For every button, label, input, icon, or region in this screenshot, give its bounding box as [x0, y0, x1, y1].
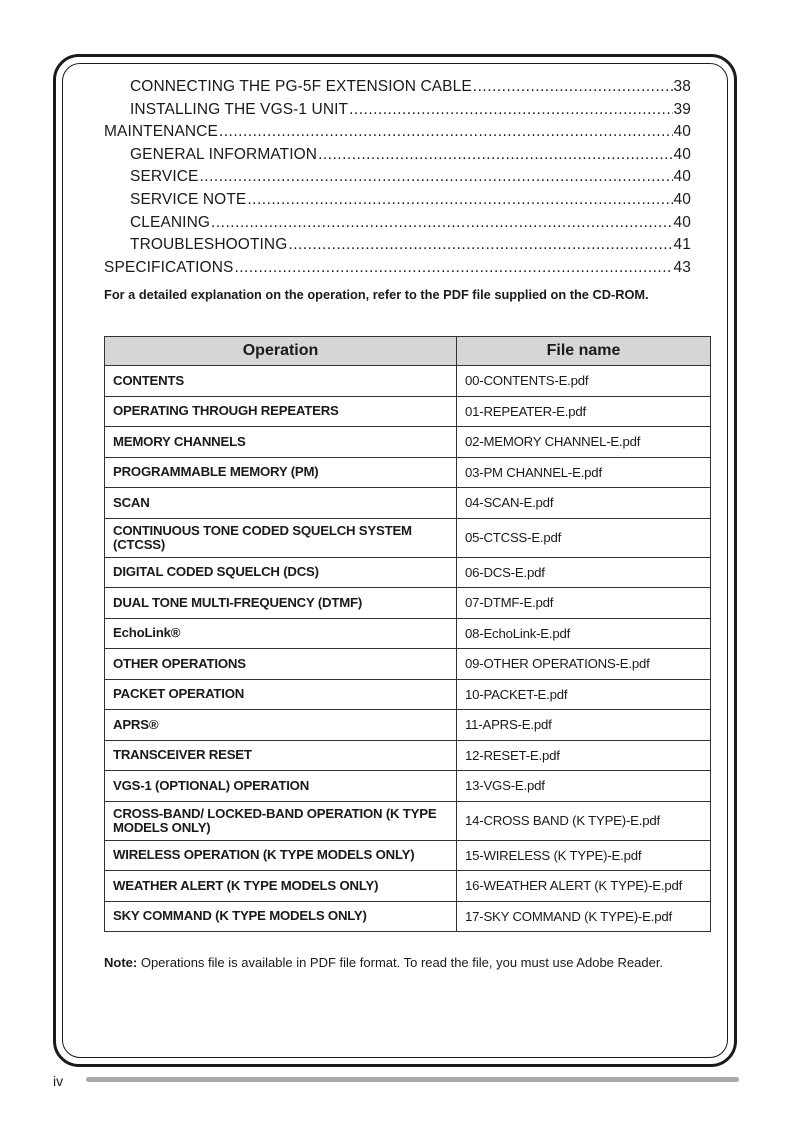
note-paragraph	[104, 956, 710, 971]
table-header-row	[105, 337, 711, 366]
file-name-cell: 07-DTMF-E.pdf	[457, 588, 711, 619]
file-name-cell: 01-REPEATER-E.pdf	[457, 396, 711, 427]
toc-entry-page: 40	[673, 168, 691, 186]
toc-entry[interactable]	[104, 191, 691, 214]
table-row	[105, 396, 711, 427]
toc-entry-label: CLEANING	[130, 213, 211, 231]
operation-cell: WEATHER ALERT (K TYPE MODELS ONLY)	[105, 871, 457, 902]
toc-entry-page: 43	[673, 258, 691, 276]
operation-cell: EchoLink®	[105, 618, 457, 649]
file-name-cell: 17-SKY COMMAND (K TYPE)-E.pdf	[457, 901, 711, 932]
toc-leader-dots	[199, 168, 672, 186]
file-name-cell: 02-MEMORY CHANNEL-E.pdf	[457, 427, 711, 458]
table-row	[105, 457, 711, 488]
table-row	[105, 649, 711, 680]
table-row	[105, 871, 711, 902]
table-row	[105, 710, 711, 741]
toc-entry-page: 41	[673, 236, 691, 254]
toc-entry-label: INSTALLING THE VGS-1 UNIT	[130, 100, 349, 118]
toc-entry-label: MAINTENANCE	[104, 123, 218, 141]
page-number: iv	[53, 1073, 64, 1089]
operation-cell: DIGITAL CODED SQUELCH (DCS)	[105, 557, 457, 588]
operation-cell: WIRELESS OPERATION (K TYPE MODELS ONLY)	[105, 840, 457, 871]
table-row	[105, 801, 711, 840]
toc-entry-label: SERVICE NOTE	[130, 190, 247, 208]
operations-table	[104, 336, 711, 932]
table-of-contents	[104, 78, 691, 281]
operation-cell: PACKET OPERATION	[105, 679, 457, 710]
toc-entry-label: GENERAL INFORMATION	[130, 145, 318, 163]
operation-cell: OTHER OPERATIONS	[105, 649, 457, 680]
operation-cell: CONTINUOUS TONE CODED SQUELCH SYSTEM (CTCSS)	[105, 518, 457, 557]
file-name-cell: 00-CONTENTS-E.pdf	[457, 366, 711, 397]
table-row	[105, 618, 711, 649]
toc-entry[interactable]	[104, 259, 691, 282]
column-header-file-name: File name	[457, 337, 711, 366]
toc-entry[interactable]	[104, 236, 691, 259]
operation-cell: CROSS-BAND/ LOCKED-BAND OPERATION (K TYPE MODELS ONLY)	[105, 801, 457, 840]
toc-leader-dots	[219, 123, 673, 141]
operation-cell: APRS®	[105, 710, 457, 741]
file-name-cell: 04-SCAN-E.pdf	[457, 488, 711, 519]
toc-leader-dots	[473, 78, 673, 96]
table-row	[105, 679, 711, 710]
table-row	[105, 771, 711, 802]
operation-cell: CONTENTS	[105, 366, 457, 397]
operation-cell: PROGRAMMABLE MEMORY (PM)	[105, 457, 457, 488]
toc-entry-label: SERVICE	[130, 168, 199, 186]
table-row	[105, 840, 711, 871]
file-name-cell: 11-APRS-E.pdf	[457, 710, 711, 741]
table-row	[105, 557, 711, 588]
toc-leader-dots	[234, 259, 672, 277]
table-row	[105, 901, 711, 932]
operation-cell: DUAL TONE MULTI-FREQUENCY (DTMF)	[105, 588, 457, 619]
toc-entry-label: CONNECTING THE PG-5F EXTENSION CABLE	[130, 78, 472, 95]
toc-leader-dots	[247, 191, 672, 209]
toc-entry-page: 40	[673, 190, 691, 208]
toc-entry[interactable]	[104, 146, 691, 169]
toc-entry-label: SPECIFICATIONS	[104, 258, 234, 276]
toc-entry[interactable]	[104, 123, 691, 146]
table-row	[105, 488, 711, 519]
toc-entry-page: 38	[673, 78, 691, 95]
column-header-operation: Operation	[105, 337, 457, 366]
toc-leader-dots	[288, 236, 672, 254]
toc-entry-page: 40	[673, 213, 691, 231]
file-name-cell: 03-PM CHANNEL-E.pdf	[457, 457, 711, 488]
note-label: Note:	[104, 955, 138, 970]
toc-entry[interactable]	[104, 168, 691, 191]
table-row	[105, 588, 711, 619]
toc-entry[interactable]	[104, 101, 691, 124]
file-name-cell: 14-CROSS BAND (K TYPE)-E.pdf	[457, 801, 711, 840]
toc-entry[interactable]	[104, 214, 691, 237]
toc-entry-page: 40	[673, 145, 691, 163]
toc-leader-dots	[318, 146, 672, 164]
operation-cell: OPERATING THROUGH REPEATERS	[105, 396, 457, 427]
toc-leader-dots	[349, 101, 672, 119]
table-row	[105, 740, 711, 771]
file-name-cell: 15-WIRELESS (K TYPE)-E.pdf	[457, 840, 711, 871]
file-name-cell: 05-CTCSS-E.pdf	[457, 518, 711, 557]
operation-cell: MEMORY CHANNELS	[105, 427, 457, 458]
intro-text: For a detailed explanation on the operation, refer to the PDF file supplied on the CD-ROM.	[104, 287, 649, 302]
toc-leader-dots	[211, 214, 673, 232]
table-row	[105, 427, 711, 458]
toc-entry-label: TROUBLESHOOTING	[130, 236, 288, 254]
operation-cell: VGS-1 (OPTIONAL) OPERATION	[105, 771, 457, 802]
toc-entry[interactable]	[104, 78, 691, 101]
table-row	[105, 366, 711, 397]
file-name-cell: 10-PACKET-E.pdf	[457, 679, 711, 710]
toc-entry-page: 40	[673, 123, 691, 141]
file-name-cell: 13-VGS-E.pdf	[457, 771, 711, 802]
operation-cell: TRANSCEIVER RESET	[105, 740, 457, 771]
file-name-cell: 16-WEATHER ALERT (K TYPE)-E.pdf	[457, 871, 711, 902]
file-name-cell: 09-OTHER OPERATIONS-E.pdf	[457, 649, 711, 680]
operation-cell: SKY COMMAND (K TYPE MODELS ONLY)	[105, 901, 457, 932]
file-name-cell: 12-RESET-E.pdf	[457, 740, 711, 771]
toc-entry-page: 39	[673, 100, 691, 118]
note-text: Operations file is available in PDF file format. To read the file, you must use Adobe Reader.	[140, 955, 664, 970]
file-name-cell: 08-EchoLink-E.pdf	[457, 618, 711, 649]
footer-rule	[86, 1077, 739, 1082]
table-row	[105, 518, 711, 557]
file-name-cell: 06-DCS-E.pdf	[457, 557, 711, 588]
operation-cell: SCAN	[105, 488, 457, 519]
